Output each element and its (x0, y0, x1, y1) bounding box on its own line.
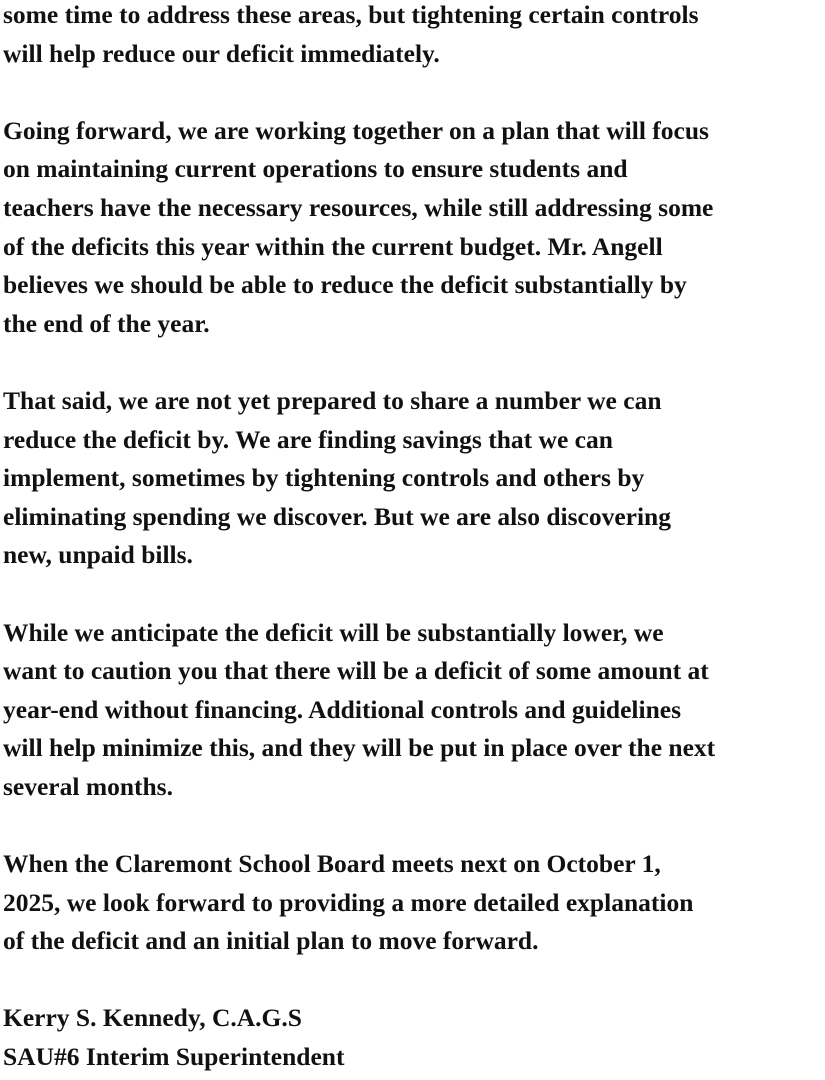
paragraph-line: of the deficit and an initial plan to move forward. (3, 926, 539, 956)
paragraph-line: 2025, we look forward to providing a more detailed explanation (3, 887, 694, 917)
paragraph-line: on maintaining current operations to ensure students and (3, 154, 628, 184)
paragraph-line: want to caution you that there will be a deficit of some amount at (3, 656, 709, 686)
letter-page (3, 0, 825, 1077)
paragraph-line: will help minimize this, and they will be put in place over the next (3, 733, 716, 763)
signature-title: SAU#6 Interim Superintendent (3, 1042, 345, 1072)
paragraph-savings (3, 382, 825, 575)
paragraph-board-meeting (3, 845, 825, 961)
paragraph-line: eliminating spending we discover. But we are also discovering (3, 501, 671, 531)
paragraph-intro-continuation (3, 0, 825, 73)
paragraph-line: several months. (3, 771, 173, 801)
paragraph-line: believes we should be able to reduce the deficit substantially by (3, 270, 687, 300)
paragraph-caution (3, 614, 825, 807)
paragraph-line: When the Claremont School Board meets next on October 1, (3, 849, 661, 879)
signature-block (3, 999, 825, 1076)
signature-name: Kerry S. Kennedy, C.A.G.S (3, 1003, 302, 1033)
paragraph-line: of the deficits this year within the current budget. Mr. Angell (3, 231, 663, 261)
paragraph-line: While we anticipate the deficit will be substantially lower, we (3, 617, 664, 647)
paragraph-line: reduce the deficit by. We are finding savings that we can (3, 424, 613, 454)
paragraph-line: year-end without financing. Additional controls and guidelines (3, 694, 681, 724)
paragraph-line: the end of the year. (3, 308, 210, 338)
paragraph-line: teachers have the necessary resources, while still addressing some (3, 192, 714, 222)
paragraph-line: will help reduce our deficit immediately. (3, 38, 440, 68)
paragraph-line: some time to address these areas, but tightening certain controls (3, 0, 699, 29)
paragraph-line: That said, we are not yet prepared to share a number we can (3, 385, 662, 415)
paragraph-line: new, unpaid bills. (3, 540, 193, 570)
paragraph-going-forward (3, 112, 825, 344)
paragraph-line: Going forward, we are working together on a plan that will focus (3, 115, 709, 145)
paragraph-line: implement, sometimes by tightening controls and others by (3, 463, 645, 493)
